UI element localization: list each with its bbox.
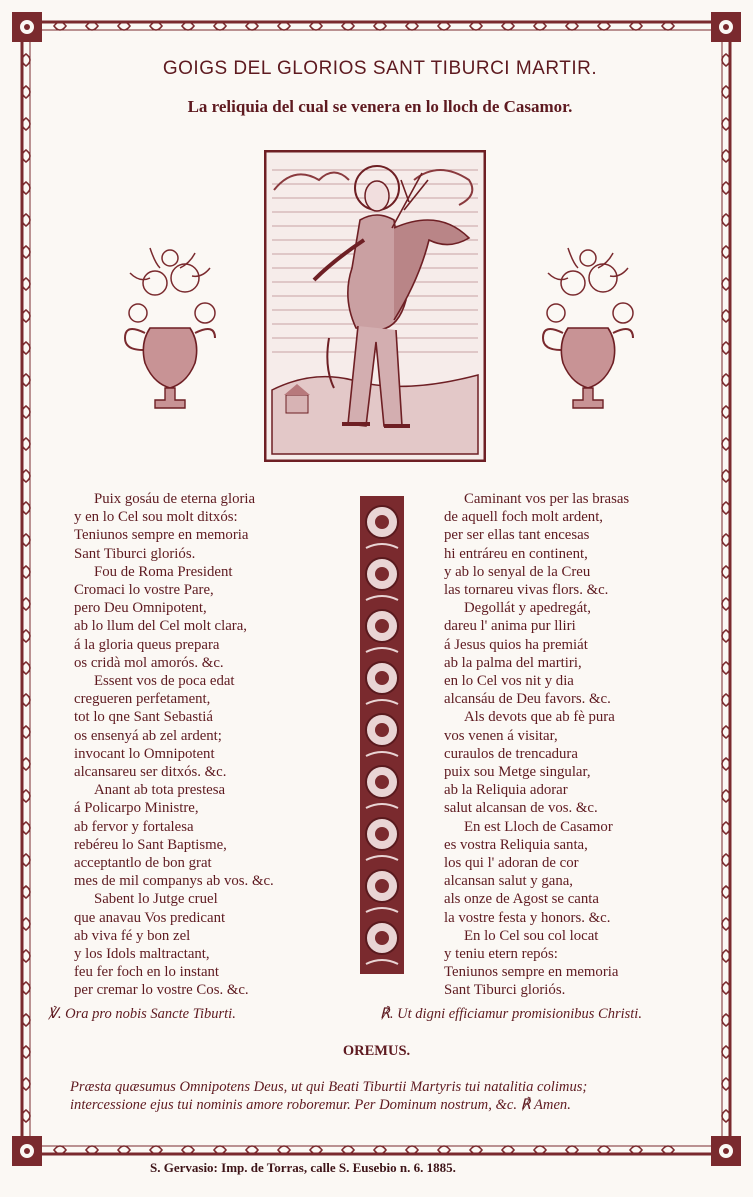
verse-line: feu fer foch en lo instant	[74, 964, 220, 981]
verse-line: ab la Reliquia adorar	[444, 782, 568, 799]
verse-line: las tornareu vivas flors. &c.	[444, 582, 609, 599]
flower-vase-right	[528, 228, 648, 428]
prayer-line: intercessione ejus tui nominis amore roboremur. Per Dominum nostrum, &c. ℟ Amen.	[70, 1097, 571, 1113]
verse-line: Puix gosáu de eterna gloria	[94, 491, 256, 507]
verse-line: ab la palma del martiri,	[444, 654, 582, 671]
verse-line: ab fervor y fortalesa	[74, 818, 194, 835]
verse-line: la vostre festa y honors. &c.	[444, 909, 611, 926]
verse-line: mes de mil companys ab vos. &c.	[74, 873, 274, 890]
verse-line: pero Deu Omnipotent,	[74, 600, 207, 617]
verse-line: ab lo llum del Cel molt clara,	[74, 618, 247, 635]
verse-line: Sabent lo Jutge cruel	[94, 891, 218, 908]
saint-engraving	[264, 150, 486, 462]
verse-line: puix sou Metge singular,	[444, 764, 591, 781]
verse-line: Teniunos sempre en memoria	[74, 527, 249, 544]
flower-vase-left	[110, 228, 230, 428]
verse-line: dareu l' anima pur lliri	[444, 618, 576, 635]
verse-line: de aquell foch molt ardent,	[444, 509, 604, 526]
prayer	[70, 1078, 710, 1114]
verse-line: á Policarpo Ministre,	[74, 800, 199, 817]
verse-line: y los Idols maltractant,	[74, 946, 210, 963]
verse-line: Sant Tiburci gloriós.	[74, 545, 196, 562]
verse-line: rebéreu lo Sant Baptisme,	[74, 836, 227, 853]
verse-line: Caminant vos per las brasas	[464, 491, 630, 507]
verse-line: alcansáu de Deu favors. &c.	[444, 691, 611, 708]
verse-line: y ab lo senyal de la Creu	[444, 563, 591, 580]
verse-line: alcansan salut y gana,	[444, 873, 574, 890]
verse-line: En lo Cel sou col locat	[464, 927, 599, 944]
verse-line: y en lo Cel sou molt ditxós:	[74, 509, 238, 526]
verse-line: tot lo qne Sant Sebastiá	[74, 709, 213, 726]
verse-line: curaulos de trencadura	[444, 745, 578, 762]
verse-line: que anavau Vos predicant	[74, 909, 226, 926]
verse-line: Essent vos de poca edat	[94, 673, 235, 690]
verse-line: Fou de Roma President	[94, 563, 233, 580]
verse-line: vos venen á visitar,	[444, 727, 558, 744]
page-title: GOIGS DEL GLORIOS SANT TIBURCI MARTIR.	[162, 58, 598, 79]
verse-line: Degollát y apedregát,	[464, 600, 591, 617]
verse-line: En est Lloch de Casamor	[464, 818, 613, 835]
verse-line: per cremar lo vostre Cos. &c.	[74, 982, 249, 999]
verse-line: á la gloria queus prepara	[74, 636, 220, 653]
page-subtitle: La reliquia del cual se venera en lo lloch de Casamor.	[187, 97, 573, 116]
verse-line: per ser ellas tant encesas	[444, 527, 590, 544]
verse-line: os ensenyá ab zel ardent;	[74, 727, 222, 744]
verse-line: Cromaci lo vostre Pare,	[74, 582, 214, 599]
verse-line: Sant Tiburci gloriós.	[444, 982, 566, 999]
verse-line: hi entráreu en continent,	[444, 545, 588, 562]
verse-line: invocant lo Omnipotent	[74, 745, 215, 762]
verse-line: Anant ab tota prestesa	[94, 782, 226, 799]
verses-right-column	[444, 490, 629, 1000]
verse-line: salut alcansan de vos. &c.	[444, 800, 598, 817]
printer-imprint: S. Gervasio: Imp. de Torras, calle S. Eusebio n. 6. 1885.	[150, 1160, 456, 1175]
verse-line: á Jesus quios ha premiát	[444, 636, 588, 653]
verse-line: os cridà mol amorós. &c.	[74, 654, 224, 671]
verse-line: es vostra Reliquia santa,	[444, 836, 588, 853]
verse-line: Als devots que ab fè pura	[464, 709, 615, 726]
verse-line: als onze de Agost se canta	[444, 891, 599, 908]
versicle: ℣. Ora pro nobis Sancte Tiburti.	[48, 1006, 236, 1022]
verse-line: los qui l' adoran de cor	[444, 855, 579, 872]
verse-line: y teniu etern repós:	[444, 946, 558, 963]
ornamental-column	[354, 496, 410, 974]
verse-line: en lo Cel vos nit y dia	[444, 673, 574, 690]
verse-line: cregueren perfetament,	[74, 691, 211, 708]
oremus-heading: OREMUS.	[342, 1043, 411, 1059]
prayer-line: Præsta quæsumus Omnipotens Deus, ut qui Beati Tiburtii Martyris tui natalitia colimus;	[70, 1079, 588, 1095]
verses-left-column	[74, 490, 274, 1000]
response: ℟. Ut digni efficiamur promisionibus Christi.	[380, 1006, 642, 1022]
verse-line: ab viva fé y bon zel	[74, 927, 191, 944]
verse-line: alcansareu ser ditxós. &c.	[74, 764, 227, 781]
verse-line: Teniunos sempre en memoria	[444, 964, 619, 981]
verse-line: acceptantlo de bon grat	[74, 855, 212, 872]
